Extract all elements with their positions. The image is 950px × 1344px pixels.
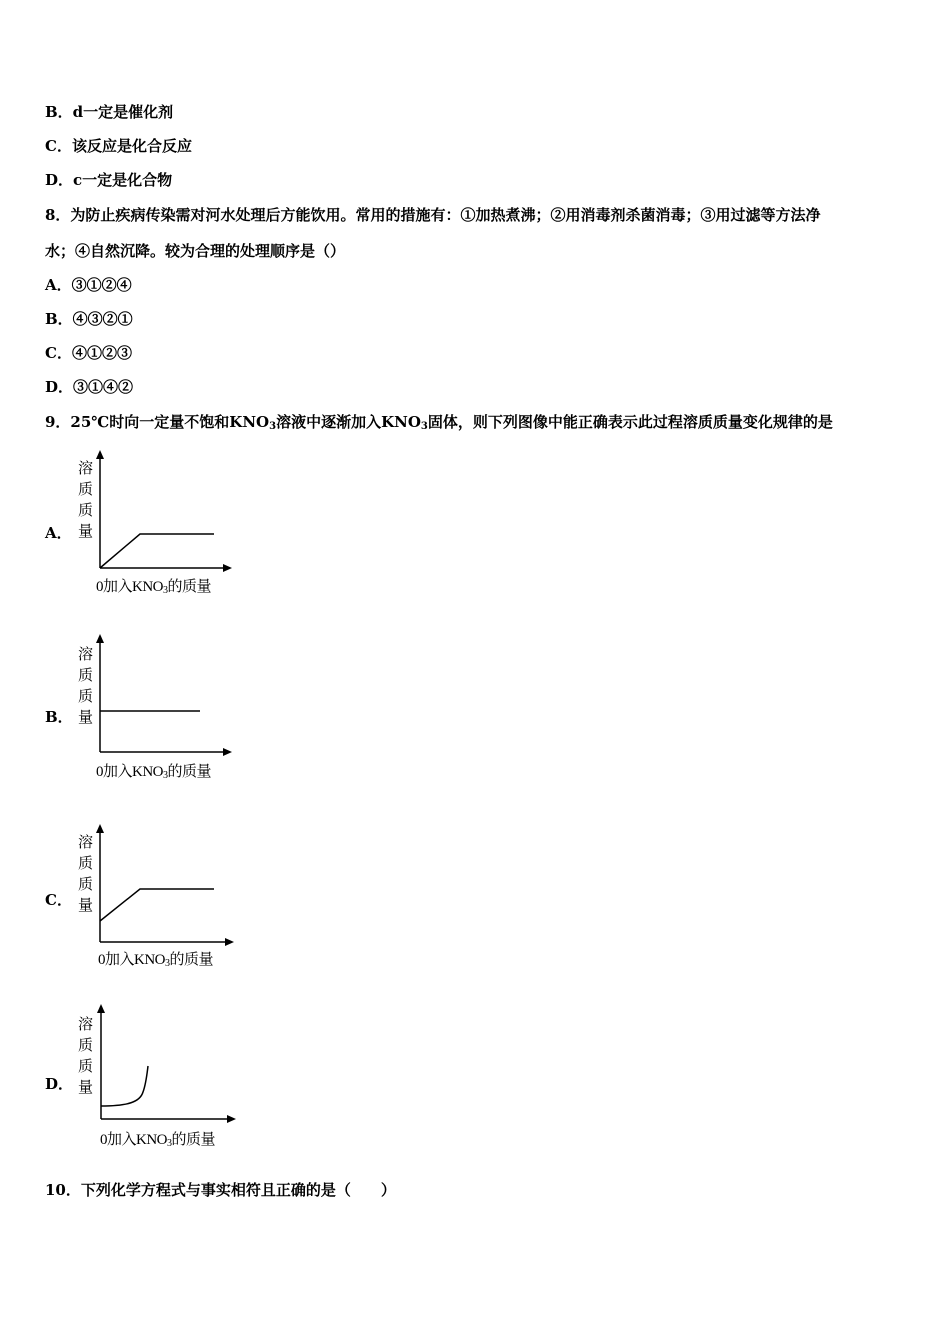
q9-stem-sub1: 3 [269,421,277,432]
graph-b-x-arrow [223,748,232,756]
graph-c-xlabel-sub: 3 [165,958,170,969]
graph-a-xlabel-prefix: 0加入KNO [96,579,163,595]
q8-option-d: D．③①④② [45,378,134,396]
graph-a-xlabel [96,575,211,596]
q8-option-a: A．③①②④ [45,276,132,294]
graph-a-x-arrow [223,564,232,572]
q9-option-b-label: B． [45,708,73,726]
graph-c-xlabel-suffix: 的质量 [169,952,214,968]
q9-stem-prefix: 9．25℃时向一定量不饱和KNO [45,413,270,431]
q9-graph-d [70,1002,250,1152]
graph-a-xlabel-sub: 3 [163,585,168,596]
graph-c-x-arrow [225,938,234,946]
graph-d-curve [101,1066,148,1106]
graph-d-xlabel-sub: 3 [167,1138,172,1149]
graph-d-y-arrow [97,1004,105,1013]
q9-graph-b [70,632,250,782]
q8-option-c: C．④①②③ [45,344,132,362]
q9-option-d-label: D． [45,1075,74,1093]
graph-d-xlabel [100,1128,215,1149]
graph-d-x-arrow [227,1115,236,1123]
graph-b-xlabel-prefix: 0加入KNO [96,764,163,780]
q9-option-c-label: C． [45,891,72,909]
graph-a-y-arrow [96,450,104,459]
q9-stem-mid: 溶液中逐渐加入KNO [276,413,421,431]
graph-b-xlabel-suffix: 的质量 [167,764,212,780]
q8-option-b: B．④③②① [45,310,133,328]
graph-c-xlabel [98,948,213,969]
graph-a-xlabel-suffix: 的质量 [167,579,212,595]
graph-a-curve [100,534,214,568]
graph-b-ylabel: 溶 质 质 量 [78,645,94,726]
q10-stem: 10．下列化学方程式与事实相符且正确的是（ ） [45,1181,396,1199]
graph-d-ylabel: 溶 质 质 量 [78,1015,94,1096]
graph-c-xlabel-prefix: 0加入KNO [98,952,165,968]
graph-a-plot [70,448,250,578]
q7-option-c: C．该反应是化合反应 [45,137,192,155]
q7-option-b: B．d一定是催化剂 [45,103,174,121]
graph-d-xlabel-prefix: 0加入KNO [100,1132,167,1148]
q9-stem-suffix: 固体，则下列图像中能正确表示此过程溶质质量变化规律的是 [427,413,833,431]
graph-c-y-arrow [96,824,104,833]
q7-option-d: D．c一定是化合物 [45,171,173,189]
graph-b-plot [70,632,250,762]
graph-a-ylabel: 溶 质 质 量 [78,459,94,540]
graph-b-xlabel [96,760,211,781]
q9-graph-a [70,448,250,598]
graph-d-xlabel-suffix: 的质量 [171,1132,216,1148]
q9-graph-c [70,822,250,972]
graph-c-plot [70,822,250,952]
graph-c-curve [100,889,214,921]
graph-c-ylabel: 溶 质 质 量 [78,833,94,914]
graph-d-plot [70,1002,250,1132]
graph-b-y-arrow [96,634,104,643]
q8-stem-line2: 水；④自然沉降。较为合理的处理顺序是（） [45,242,346,260]
q9-option-a-label: A． [45,524,72,542]
q9-stem-sub2: 3 [420,421,428,432]
graph-b-xlabel-sub: 3 [163,770,168,781]
q8-stem-line1: 8．为防止疾病传染需对河水处理后方能饮用。常用的措施有：①加热煮沸；②用消毒剂杀菌消毒；③用过滤等方法净 [45,206,821,224]
q9-stem [45,412,833,437]
